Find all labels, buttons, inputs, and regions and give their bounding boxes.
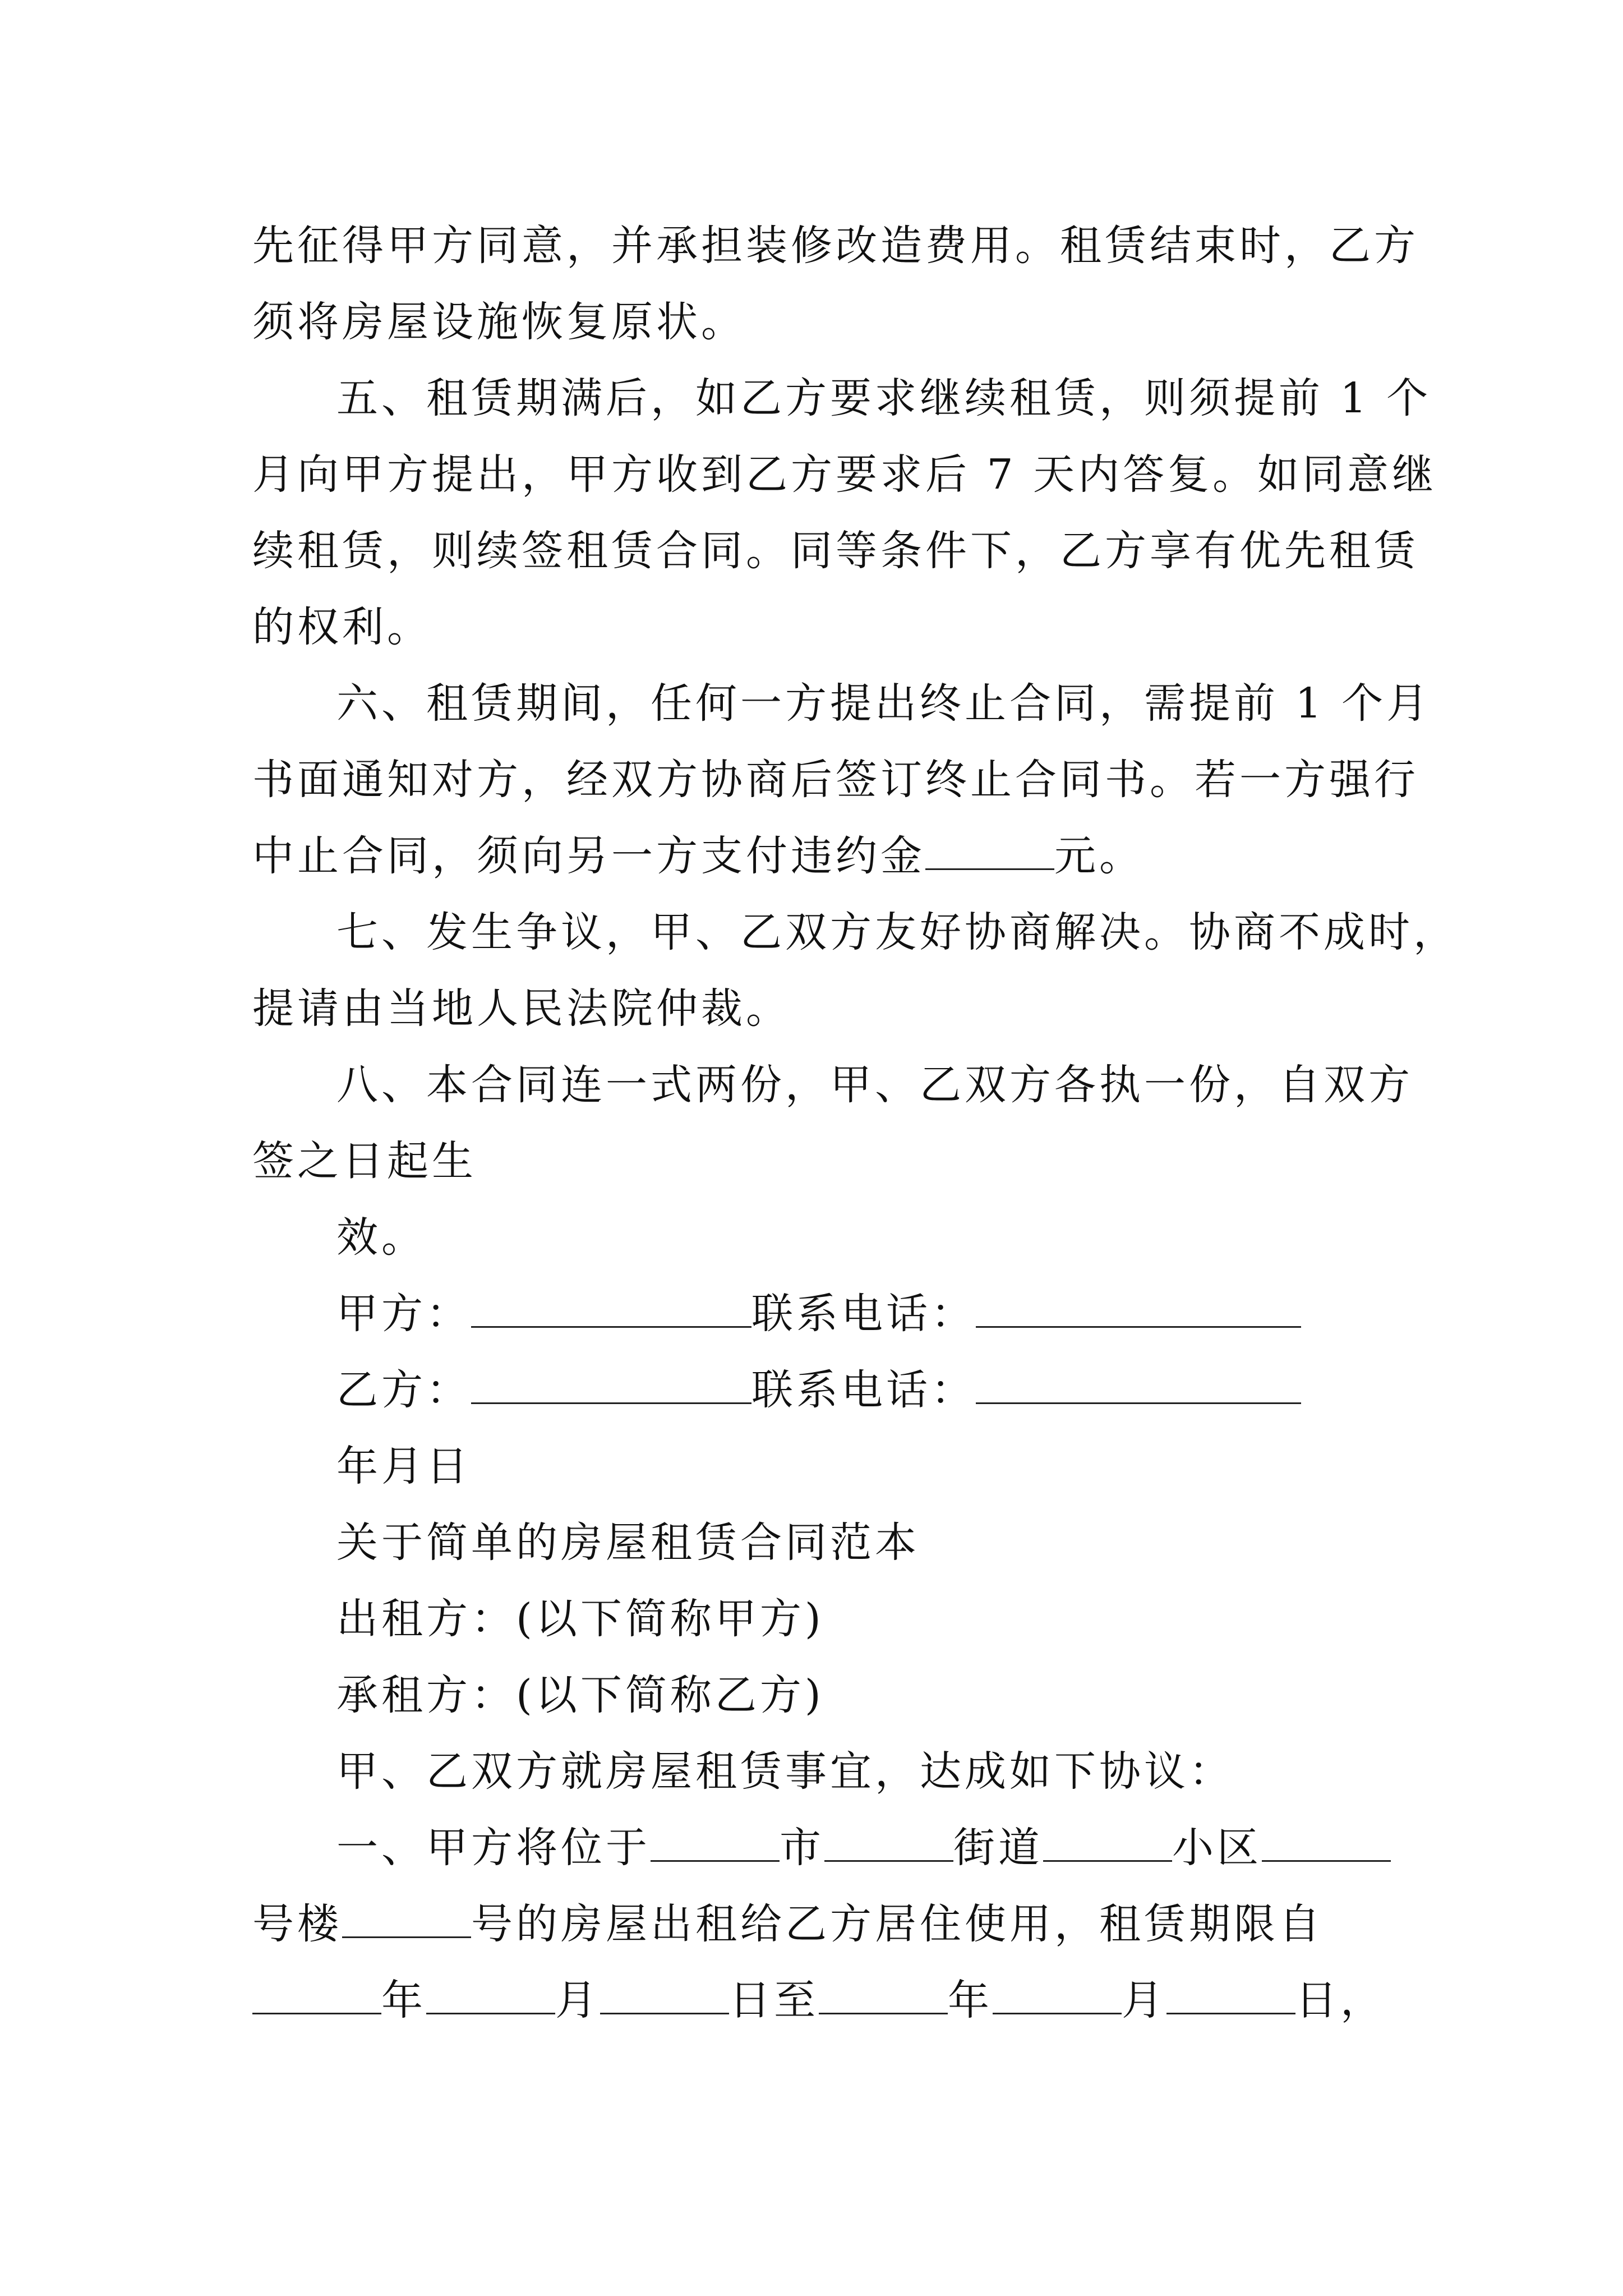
start-year-blank [252,1968,381,2014]
paragraph-line: 的权利。 [252,603,432,651]
unit-blank [342,1892,471,1938]
clause-8-line: 八、本合同连一式两份，甲、乙双方各执一份，自双方 [336,1061,1413,1109]
day-label: 日， [1295,1976,1385,2024]
building-blank [1262,1815,1391,1862]
paragraph-line: 续租赁，则续签租赁合同。同等条件下，乙方享有优先租赁 [252,527,1419,575]
end-year-blank [819,1968,948,2014]
street-blank [824,1815,953,1862]
paragraph-line: 提请由当地人民法院仲裁。 [252,984,791,1033]
start-day-blank [600,1968,729,2014]
paragraph-line: 须将房屋设施恢复原状。 [252,298,746,346]
party-a-label: 甲方： [336,1290,471,1338]
lease-period-line [252,1962,1391,2039]
building-label: 号楼 [252,1900,342,1948]
clause-6-line: 六、租赁期间，任何一方提出终止合同，需提前 1 个月 [336,679,1432,728]
year-label: 年 [948,1976,993,2024]
date-line: 年月日 [336,1442,471,1490]
clause-1-line [252,1810,1391,1886]
paragraph-line: 先征得甲方同意，并承担装修改造费用。租赁结束时，乙方 [252,222,1419,270]
clause-1-text: 一、甲方将位于 [336,1824,651,1872]
party-a-phone-label: 联系电话： [751,1290,976,1338]
clause-1-text: 号的房屋出租给乙方居住使用，租赁期限自 [471,1900,1324,1948]
paragraph-line: 签之日起生 [252,1137,477,1185]
month-label: 月 [1122,1976,1166,2024]
party-b-phone-blank [976,1358,1301,1404]
penalty-line [252,818,1391,894]
penalty-amount-blank [925,823,1054,870]
street-label: 街道 [953,1824,1043,1872]
clause-7-line: 七、发生争议，甲、乙双方友好协商解决。协商不成时， [336,908,1458,956]
party-b-phone-label: 联系电话： [751,1366,976,1414]
party-b-label: 乙方： [336,1366,471,1414]
clause-5-line: 五、租赁期满后，如乙方要求继续租赁，则须提前 1 个 [336,374,1432,422]
party-b-name-blank [471,1358,751,1404]
party-a-signature-line [252,1276,1391,1352]
section-title: 关于简单的房屋租赁合同范本 [336,1519,920,1567]
paragraph-line: 月向甲方提出，甲方收到乙方要求后 7 天内答复。如同意继 [252,450,1437,499]
year-label: 年 [381,1976,426,2024]
document-page [252,208,1458,2039]
month-label: 月 [555,1976,600,2024]
day-to-label: 日至 [729,1976,819,2024]
agreement-intro: 甲、乙双方就房屋租赁事宜，达成如下协议： [336,1747,1234,1796]
start-month-blank [426,1968,555,2014]
paragraph-line: 书面通知对方，经双方协商后签订终止合同书。若一方强行 [252,756,1419,804]
party-a-name-blank [471,1281,751,1328]
paragraph-line: 效。 [336,1213,426,1262]
clause-1-line [252,1886,1391,1962]
lessee-line: 承租方：(以下简称乙方) [336,1671,824,1719]
end-day-blank [1166,1968,1295,2014]
end-month-blank [993,1968,1122,2014]
city-blank [651,1815,780,1862]
lessor-line: 出租方：(以下简称甲方) [336,1595,824,1643]
party-a-phone-blank [976,1281,1301,1328]
city-label: 市 [780,1824,824,1872]
party-b-signature-line [252,1352,1391,1428]
community-blank [1043,1815,1172,1862]
penalty-text: 中止合同，须向另一方支付违约金 [252,832,925,880]
currency-text: 元。 [1054,832,1144,880]
community-label: 小区 [1172,1824,1262,1872]
